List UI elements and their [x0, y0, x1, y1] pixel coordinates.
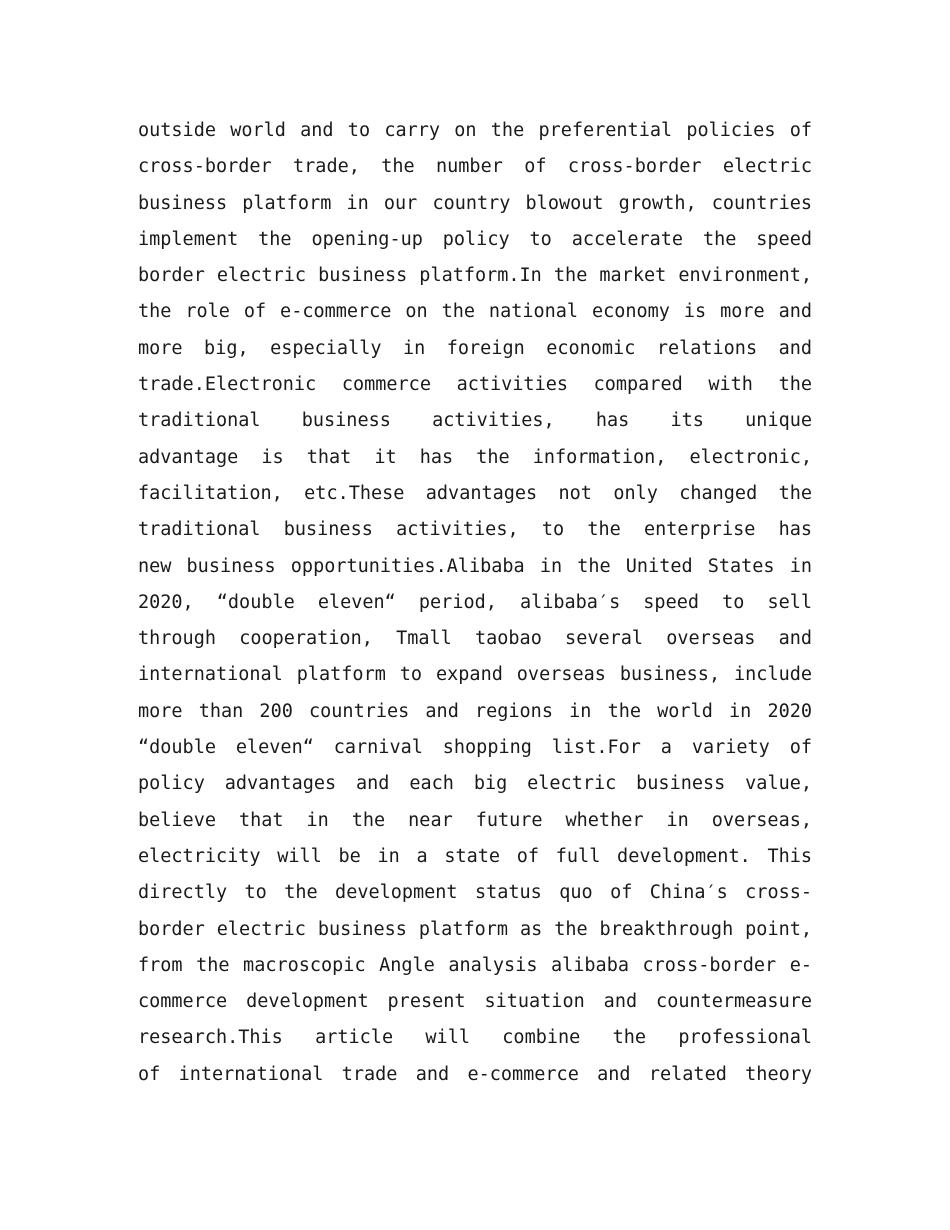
text-line: the role of e-commerce on the national economy is more and	[138, 301, 812, 323]
text-line: more big, especially in foreign economic relations and	[138, 337, 812, 359]
text-line: traditional business activities, to the enterprise has	[138, 519, 812, 541]
text-line: of international trade and e-commerce and related theory	[138, 1063, 812, 1085]
text-line: implement the opening-up policy to accelerate the speed	[138, 228, 812, 250]
text-line: more than 200 countries and regions in the world in 2020	[138, 700, 812, 722]
text-line: believe that in the near future whether in overseas,	[138, 809, 812, 831]
text-line: business platform in our country blowout growth, countries	[138, 192, 812, 214]
text-line: outside world and to carry on the preferential policies of	[138, 120, 812, 141]
text-line: directly to the development status quo of China′s cross-	[138, 882, 812, 904]
text-line: facilitation, etc.These advantages not only changed the	[138, 482, 812, 504]
text-line: new business opportunities.Alibaba in the United States in	[138, 555, 812, 577]
text-line: from the macroscopic Angle analysis alibaba cross-border e-	[138, 954, 812, 976]
text-line: research.This article will combine the professional	[138, 1027, 812, 1049]
text-line: trade.Electronic commerce activities compared with the	[138, 374, 812, 396]
text-line: cross-border trade, the number of cross-border electric	[138, 156, 812, 178]
text-line: policy advantages and each big electric business value,	[138, 773, 812, 795]
text-line: commerce development present situation and countermeasure	[138, 991, 812, 1013]
text-line: through cooperation, Tmall taobao several overseas and	[138, 628, 812, 650]
text-line: electricity will be in a state of full development. This	[138, 845, 812, 867]
text-line: international platform to expand overseas business, include	[138, 664, 812, 686]
text-line: border electric business platform.In the market environment,	[138, 265, 812, 287]
text-line: border electric business platform as the breakthrough point,	[138, 918, 812, 940]
text-line: 2020, “double eleven“ period, alibaba′s speed to sell	[138, 591, 812, 613]
body-paragraph	[138, 113, 812, 1093]
text-line: advantage is that it has the information, electronic,	[138, 446, 812, 468]
text-line: “double eleven“ carnival shopping list.For a variety of	[138, 737, 812, 759]
text-line: traditional business activities, has its unique	[138, 410, 812, 432]
